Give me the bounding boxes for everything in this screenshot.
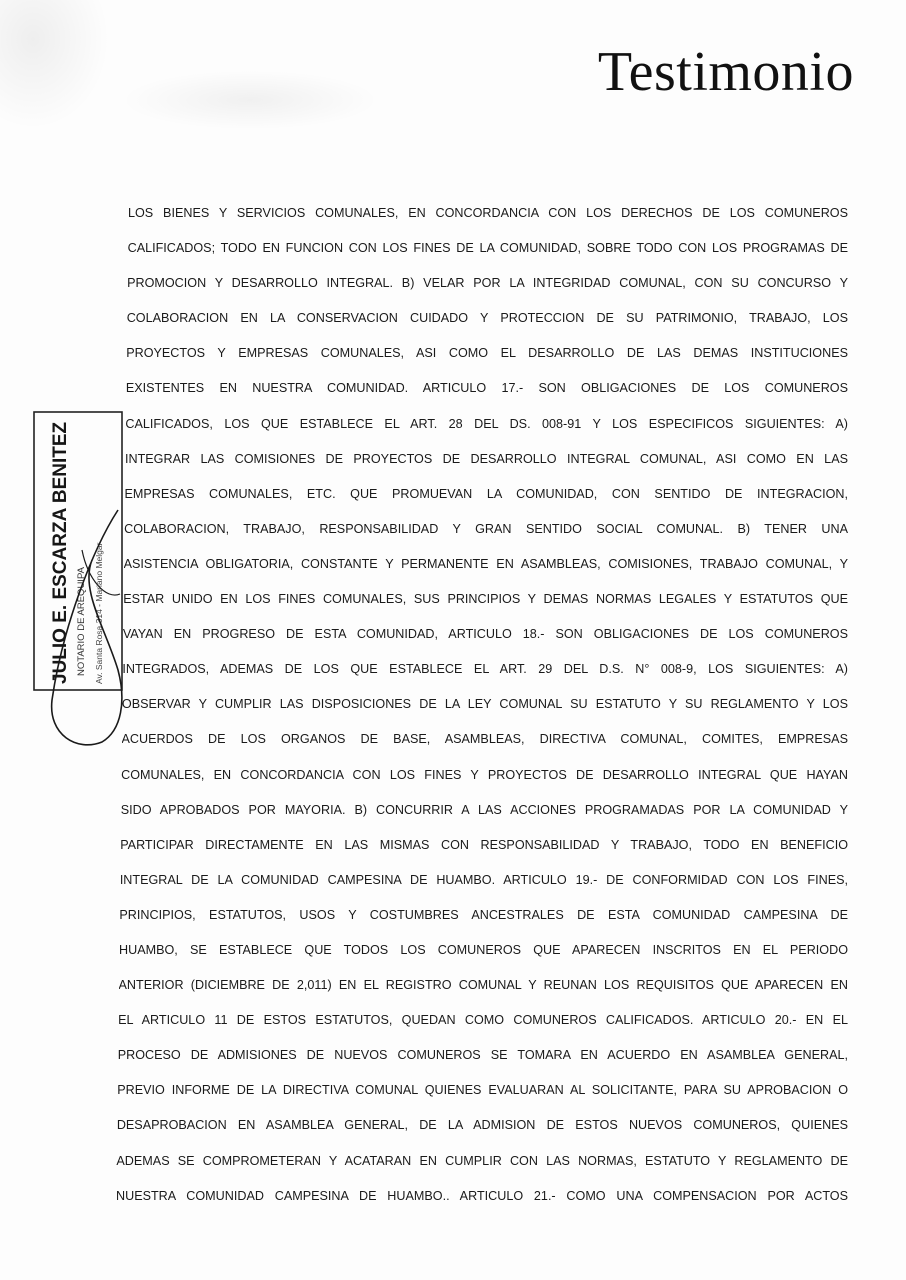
stamp-address: Av. Santa Rosa 314 - Mariano Melgar xyxy=(94,542,104,684)
scan-bleed xyxy=(120,70,380,130)
body-line: ANTERIOR (DICIEMBRE DE 2,011) EN EL REGISTRO COMUNAL Y REUNAN LOS REQUISITOS QUE APARECEN EN xyxy=(118,978,848,993)
body-line: PRINCIPIOS, ESTATUTOS, USOS Y COSTUMBRES ANCESTRALES DE ESTA COMUNIDAD CAMPESINA DE xyxy=(119,907,848,922)
document-body xyxy=(116,196,848,1214)
scan-smudge xyxy=(0,0,110,130)
notary-stamp xyxy=(22,400,134,750)
body-line: CALIFICADOS, LOS QUE ESTABLECE EL ART. 28 DEL DS. 008-91 Y LOS ESPECIFICOS SIGUIENTES: A) xyxy=(125,416,848,431)
body-line: INTEGRAR LAS COMISIONES DE PROYECTOS DE DESARROLLO INTEGRAL COMUNAL, ASI COMO EN LAS xyxy=(125,451,848,466)
body-line: INTEGRADOS, ADEMAS DE LOS QUE ESTABLECE EL ART. 29 DEL D.S. N° 008-9, LOS SIGUIENTES: A) xyxy=(122,662,848,677)
stamp-role: NOTARIO DE AREQUIPA xyxy=(76,567,87,676)
body-line: NUESTRA COMUNIDAD CAMPESINA DE HUAMBO.. ARTICULO 21.- COMO UNA COMPENSACION POR ACTOS xyxy=(116,1188,848,1203)
body-line: LOS BIENES Y SERVICIOS COMUNALES, EN CONCORDANCIA CON LOS DERECHOS DE LOS COMUNEROS xyxy=(128,206,848,220)
body-line: EL ARTICULO 11 DE ESTOS ESTATUTOS, QUEDAN COMO COMUNEROS CALIFICADOS. ARTICULO 20.- EN EL xyxy=(118,1013,848,1028)
body-line: INTEGRAL DE LA COMUNIDAD CAMPESINA DE HUAMBO. ARTICULO 19.- DE CONFORMIDAD CON LOS FINES, xyxy=(119,872,848,887)
body-line: DESAPROBACION EN ASAMBLEA GENERAL, DE LA ADMISION DE ESTOS NUEVOS COMUNEROS, QUIENES xyxy=(116,1118,848,1133)
body-line: PROCESO DE ADMISIONES DE NUEVOS COMUNEROS SE TOMARA EN ACUERDO EN ASAMBLEA GENERAL, xyxy=(117,1048,848,1063)
body-line: ADEMAS SE COMPROMETERAN Y ACATARAN EN CUMPLIR CON LAS NORMAS, ESTATUTO Y REGLAMENTO DE xyxy=(116,1153,848,1168)
body-line: EMPRESAS COMUNALES, ETC. QUE PROMUEVAN LA COMUNIDAD, CON SENTIDO DE INTEGRACION, xyxy=(124,486,848,501)
body-line: PROMOCION Y DESARROLLO INTEGRAL. B) VELAR POR LA INTEGRIDAD COMUNAL, CON SU CONCURSO Y xyxy=(127,276,848,291)
body-line: PREVIO INFORME DE LA DIRECTIVA COMUNAL QUIENES EVALUARAN AL SOLICITANTE, PARA SU APROBACION O xyxy=(117,1083,848,1098)
body-line: CALIFICADOS; TODO EN FUNCION CON LOS FINES DE LA COMUNIDAD, SOBRE TODO CON LOS PROGRAMAS DE xyxy=(127,241,848,256)
body-line: ASISTENCIA OBLIGATORIA, CONSTANTE Y PERMANENTE EN ASAMBLEAS, COMISIONES, TRABAJO COMUNAL, Y xyxy=(123,556,848,571)
document-title: Testimonio xyxy=(597,41,854,103)
body-line: EXISTENTES EN NUESTRA COMUNIDAD. ARTICULO 17.- SON OBLIGACIONES DE LOS COMUNEROS xyxy=(125,381,848,396)
body-line: HUAMBO, SE ESTABLECE QUE TODOS LOS COMUNEROS QUE APARECEN INSCRITOS EN EL PERIODO xyxy=(119,942,848,957)
body-line: SIDO APROBADOS POR MAYORIA. B) CONCURRIR A LAS ACCIONES PROGRAMADAS POR LA COMUNIDAD Y xyxy=(120,802,848,817)
body-line: OBSERVAR Y CUMPLIR LAS DISPOSICIONES DE LA LEY COMUNAL SU ESTATUTO Y SU REGLAMENTO Y LOS xyxy=(121,697,848,712)
body-line: COLABORACION, TRABAJO, RESPONSABILIDAD Y GRAN SENTIDO SOCIAL COMUNAL. B) TENER UNA xyxy=(124,521,848,536)
body-line: ESTAR UNIDO EN LOS FINES COMUNALES, SUS PRINCIPIOS Y DEMAS NORMAS LEGALES Y ESTATUTOS QUE xyxy=(123,592,848,607)
body-line: PARTICIPAR DIRECTAMENTE EN LAS MISMAS CON RESPONSABILIDAD Y TRABAJO, TODO EN BENEFICIO xyxy=(120,837,848,852)
body-line: COMUNALES, EN CONCORDANCIA CON LOS FINES Y PROYECTOS DE DESARROLLO INTEGRAL QUE HAYAN xyxy=(121,767,848,782)
stamp-name: JULIO E. ESCARZA BENITEZ xyxy=(50,421,71,684)
body-line: PROYECTOS Y EMPRESAS COMUNALES, ASI COMO EL DESARROLLO DE LAS DEMAS INSTITUCIONES xyxy=(126,346,848,361)
body-line: VAYAN EN PROGRESO DE ESTA COMUNIDAD, ARTICULO 18.- SON OBLIGACIONES DE LOS COMUNEROS xyxy=(122,627,848,642)
body-line: ACUERDOS DE LOS ORGANOS DE BASE, ASAMBLEAS, DIRECTIVA COMUNAL, COMITES, EMPRESAS xyxy=(121,732,848,747)
body-line: COLABORACION EN LA CONSERVACION CUIDADO Y PROTECCION DE SU PATRIMONIO, TRABAJO, LOS xyxy=(126,311,848,326)
